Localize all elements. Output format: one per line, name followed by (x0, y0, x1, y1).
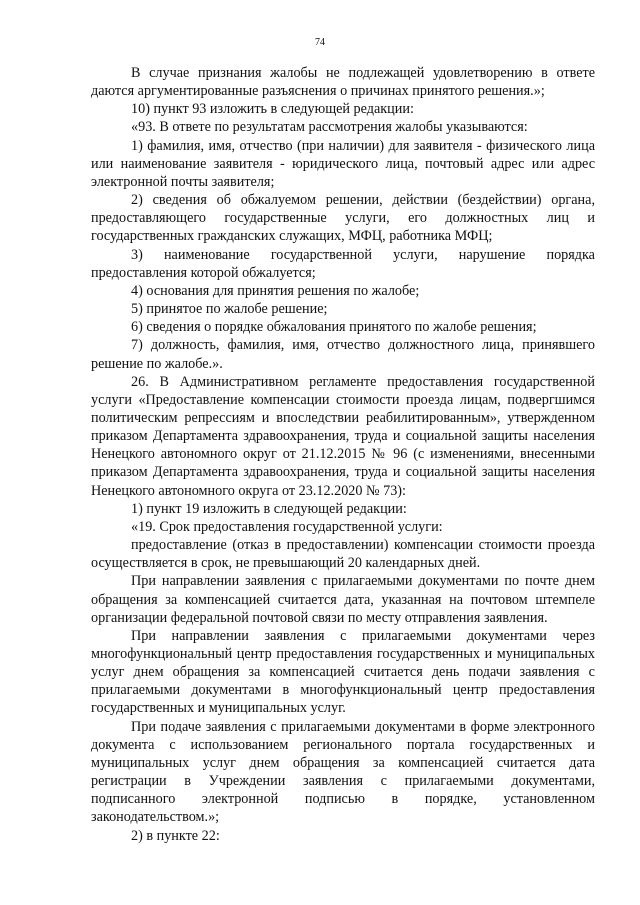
paragraph: 2) сведения об обжалуемом решении, действии (бездействии) органа, предоставляющего государственные услуги, его должностных лиц и государственных гражданских служащих, МФЦ, работника МФЦ; (91, 192, 595, 245)
paragraph: В случае признания жалобы не подлежащей удовлетворению в ответе даются аргументированные разъяснения о причинах принятого решения.»; (91, 65, 595, 100)
document-body (91, 64, 595, 845)
paragraph: «19. Срок предоставления государственной услуги: (131, 518, 443, 535)
paragraph: При подаче заявления с прилагаемыми документами в форме электронного документа с использованием регионального портала государственных и муниципальных услуг днем обращения за компенсацией считается дата регистрации в Учреждении заявления с прилагаемыми документами, подписанного электронной подписью в порядке, установленном законодательством.»; (91, 718, 595, 826)
paragraph: При направлении заявления с прилагаемыми документами через многофункциональный центр предоставления государственных и муниципальных услуг днем обращения за компенсацией считается день подачи заявления с прилагаемыми документами в многофункциональный центр предоставления государственных и муниципальных услуг. (91, 627, 595, 717)
paragraph: 6) сведения о порядке обжалования принятого по жалобе решения; (131, 319, 537, 336)
paragraph: 10) пункт 93 изложить в следующей редакции: (131, 101, 414, 118)
paragraph: 5) принятое по жалобе решение; (131, 301, 328, 318)
paragraph: предоставление (отказ в предоставлении) компенсации стоимости проезда осуществляется в срок, не превышающий 20 календарных дней. (91, 537, 595, 572)
paragraph: 2) в пункте 22: (131, 827, 220, 844)
paragraph: 1) пункт 19 изложить в следующей редакции: (131, 500, 407, 517)
paragraph: При направлении заявления с прилагаемыми документами по почте днем обращения за компенсацией считается дата, указанная на почтовом штемпеле организации федеральной почтовой связи по месту отправления заявления. (91, 573, 595, 626)
paragraph: 4) основания для принятия решения по жалобе; (131, 282, 420, 299)
paragraph: «93. В ответе по результатам рассмотрения жалобы указываются: (131, 119, 528, 136)
paragraph: 1) фамилия, имя, отчество (при наличии) для заявителя - физического лица или наименование заявителя - юридического лица, почтовый адрес или адрес электронной почты заявителя; (91, 137, 595, 190)
paragraph: 7) должность, фамилия, имя, отчество должностного лица, принявшего решение по жалобе.». (91, 337, 595, 372)
paragraph: 26. В Административном регламенте предоставления государственной услуги «Предоставление компенсации стоимости проезда лицам, подвергшимся политическим репрессиям и впоследствии реабилитированным», утвержденном приказом Департамента здравоохранения, труда и социальной защиты населения Ненецкого автономного округ от 21.12.2015 № 96 (с изменениями, внесенными приказом Департамента здравоохранения, труда и социальной защиты населения Ненецкого автономного округа от 23.12.2020 № 73): (91, 373, 595, 499)
paragraph: 3) наименование государственной услуги, нарушение порядка предоставления которой обжалуется; (91, 246, 595, 281)
page-number: 74 (315, 37, 325, 48)
